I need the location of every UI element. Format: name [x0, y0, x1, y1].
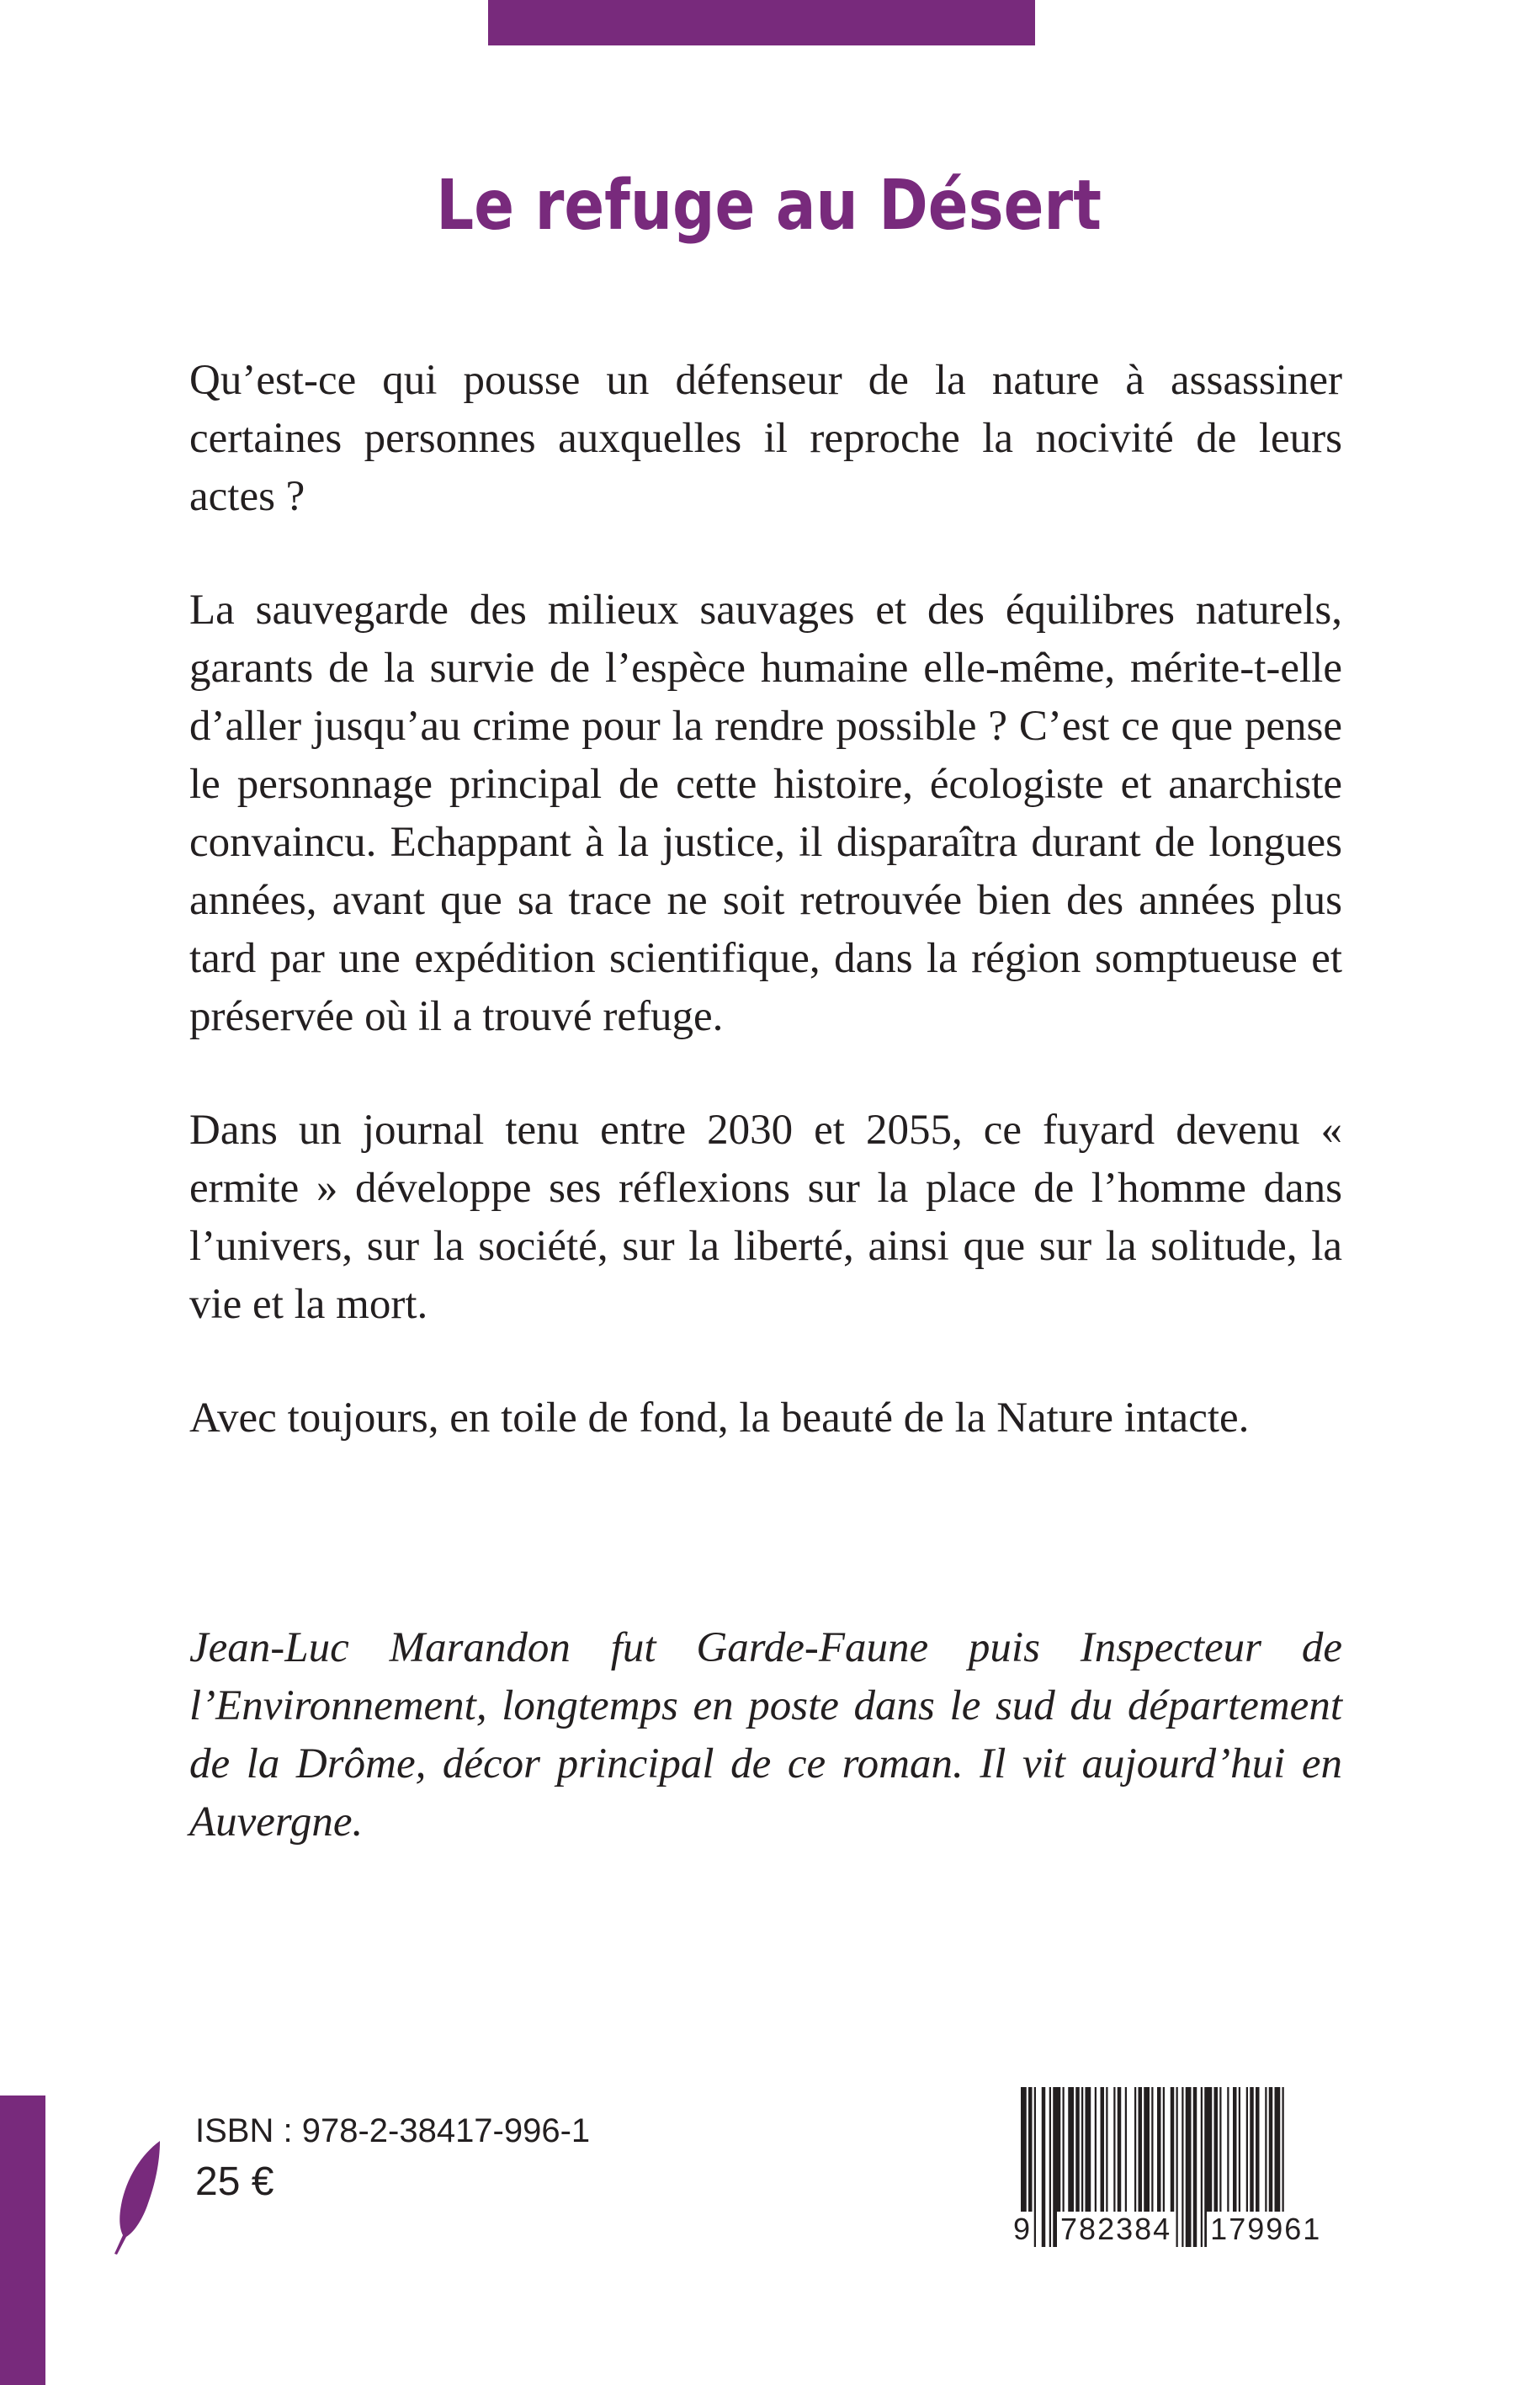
blurb-paragraph-1: Qu’est-ce qui pousse un défenseur de la nature à assassiner certaines personnes auxquelles il reproche la nocivité de leurs actes ?	[189, 357, 1342, 520]
barcode-group-1: 782384	[1057, 2212, 1175, 2247]
feather-icon	[108, 2138, 167, 2255]
barcode-number	[1010, 2212, 1355, 2247]
barcode-group-2: 179961	[1207, 2212, 1325, 2247]
blurb-paragraph-3: Dans un journal tenu entre 2030 et 2055, ce fuyard devenu « ermite » développe ses réflexions sur la place de l’homme dans l’univers, sur la société, sur la liberté, ainsi que sur la solitude, la vie et la mort.	[189, 1107, 1342, 1328]
blurb	[189, 352, 1342, 1503]
side-accent-bar	[0, 2096, 45, 2385]
price-text: 25 €	[195, 2159, 274, 2204]
blurb-paragraph-2: La sauvegarde des milieux sauvages et des équilibres naturels, garants de la survie de l’espèce humaine elle-même, mérite-t-elle d’aller jusqu’au crime pour la rendre possible ? C’est ce que pense le personnage principal de cette histoire, écologiste et anarchiste convaincu. Echappant à la justice, il disparaîtra durant de longues années, avant que sa trace ne soit retrouvée bien des années plus tard par une expédition scientifique, dans la région somptueuse et préservée où il a trouvé refuge.	[189, 587, 1342, 1040]
author-bio: Jean-Luc Marandon fut Garde-Faune puis Inspecteur de l’Environnement, longtemps en poste dans le sud du département de la Drôme, décor principal de ce roman. Il vit aujourd’hui en Auvergne.	[189, 1624, 1342, 1846]
isbn-text: ISBN : 978-2-38417-996-1	[195, 2112, 591, 2149]
top-accent-bar	[488, 0, 1035, 45]
book-title: Le refuge au Désert	[436, 166, 1102, 246]
blurb-paragraph-4: Avec toujours, en toile de fond, la beauté de la Nature intacte.	[189, 1394, 1250, 1442]
barcode-lead-digit: 9	[1010, 2212, 1033, 2247]
